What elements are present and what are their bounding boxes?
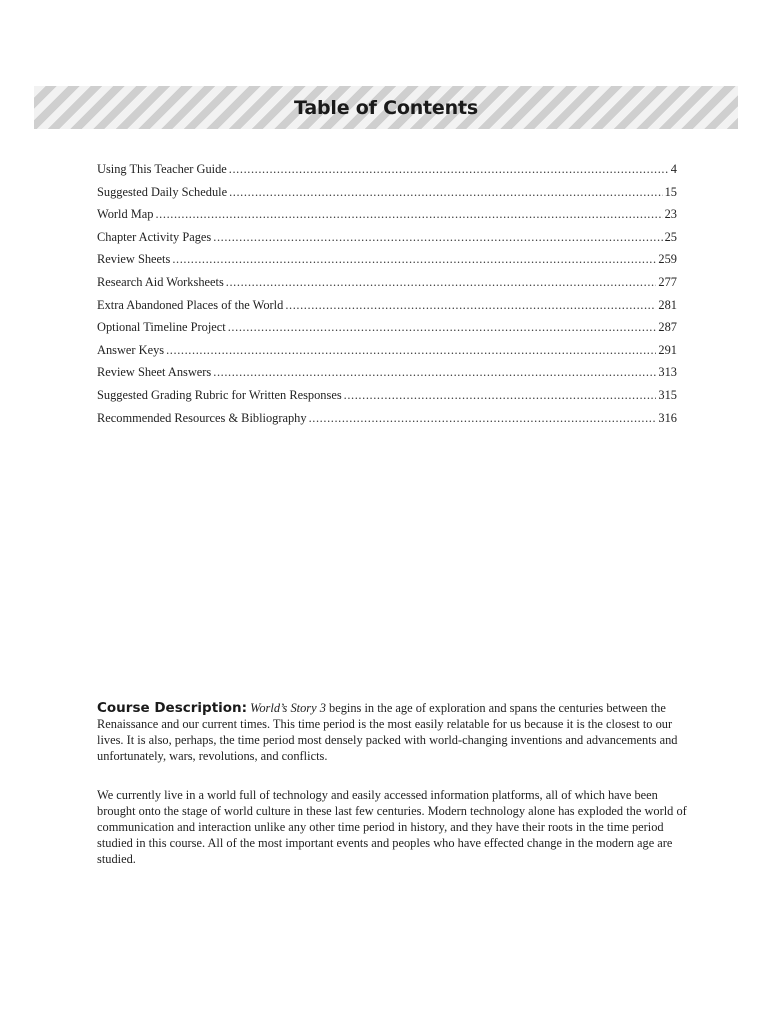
toc-dot-leader <box>309 407 657 430</box>
toc-entry-page: 313 <box>658 365 677 380</box>
course-description-paragraph <box>97 700 687 764</box>
toc-dot-leader <box>166 339 656 362</box>
toc-entry-page: 287 <box>658 320 677 335</box>
toc-entry-label: Extra Abandoned Places of the World <box>97 297 284 312</box>
toc-entry-label: Review Sheet Answers <box>97 365 212 380</box>
toc-dot-leader <box>229 181 663 204</box>
toc-entry-page: 281 <box>658 297 677 312</box>
page-title: Table of Contents <box>294 96 478 119</box>
toc-entry-label: Suggested Grading Rubric for Written Responses <box>97 387 342 402</box>
title-banner <box>34 86 738 129</box>
toc-entry-page: 15 <box>664 184 677 199</box>
toc-entry <box>97 339 677 362</box>
toc-entry <box>97 384 677 407</box>
toc-entry-label: Suggested Daily Schedule <box>97 184 228 199</box>
toc-entry-label: Review Sheets <box>97 252 171 267</box>
toc-dot-leader <box>228 316 657 339</box>
toc-entry-label: Chapter Activity Pages <box>97 229 212 244</box>
toc-entry-page: 291 <box>658 342 677 357</box>
toc-entry <box>97 203 677 226</box>
course-description <box>97 700 687 867</box>
course-description-paragraph-2: We currently live in a world full of technology and easily accessed information platforms, all of which have been brought onto the stage of world culture in these last few centuries. Modern technology alone has exploded the world of communication and interaction unlike any other time period in history, and they have their roots in the time period studied in this course. All of the most important events and peoples who have effected change in the modern age are studied. <box>97 788 687 866</box>
toc-entry-page: 277 <box>658 274 677 289</box>
toc-entry-page: 315 <box>658 387 677 402</box>
toc-entry <box>97 294 677 317</box>
toc-dot-leader <box>213 226 662 249</box>
toc-entry-label: Research Aid Worksheets <box>97 274 224 289</box>
toc-entry-label: World Map <box>97 207 154 222</box>
toc-entry-label: Recommended Resources & Bibliography <box>97 410 307 425</box>
toc-dot-leader <box>285 294 656 317</box>
toc-entry-label: Answer Keys <box>97 342 165 357</box>
toc-entry <box>97 271 677 294</box>
toc-dot-leader <box>229 158 669 181</box>
toc-entry-page: 25 <box>664 229 677 244</box>
toc-dot-leader <box>172 248 656 271</box>
toc-entry-page: 259 <box>658 252 677 267</box>
course-description-text: begins in the age of exploration and spans the centuries between the Renaissance and our current times. This time period is the most easily relatable for us because it is the closest to our lives. It is also, perhaps, the time period most densely packed with world-changing inventions and advancements and unfortunately, wars, revolutions, and conflicts. <box>97 701 678 763</box>
toc-dot-leader <box>226 271 657 294</box>
toc-entry <box>97 407 677 430</box>
toc-entry-page: 316 <box>658 410 677 425</box>
table-of-contents <box>97 158 677 429</box>
toc-entry-label: Using This Teacher Guide <box>97 162 227 176</box>
toc-entry <box>97 316 677 339</box>
toc-entry <box>97 181 677 204</box>
toc-entry <box>97 361 677 384</box>
course-description-heading: Course Description: <box>97 700 248 716</box>
toc-entry <box>97 248 677 271</box>
toc-entry-page: 23 <box>664 207 677 222</box>
toc-dot-leader <box>213 361 656 384</box>
toc-entry <box>97 158 677 181</box>
toc-entry <box>97 226 677 249</box>
toc-dot-leader <box>155 203 662 226</box>
toc-entry-label: Optional Timeline Project <box>97 320 226 335</box>
book-title: World’s Story 3 <box>250 701 326 715</box>
toc-entry-page: 4 <box>670 162 677 176</box>
toc-dot-leader <box>344 384 657 407</box>
